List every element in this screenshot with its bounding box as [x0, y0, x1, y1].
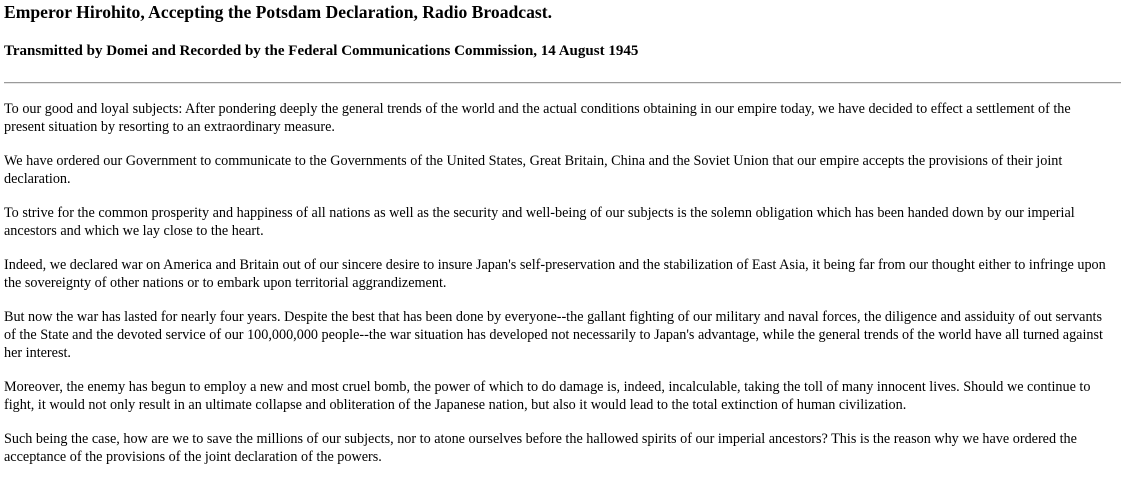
paragraph: Such being the case, how are we to save the millions of our subjects, nor to atone ourselves before the hallowed spirits of our imperial ancestors? This is the reason why we have ordered the acceptance of the provisions of the joint declaration of the powers. — [4, 431, 1077, 465]
paragraph: But now the war has lasted for nearly four years. Despite the best that has been done by everyone--the gallant fighting of our military and naval forces, the diligence and assiduity of out servants of the State and the devoted service of our 100,000,000 people--the war situation has developed not necessarily to Japan's advantage, while the general trends of the world have all turned against her interest. — [4, 309, 1103, 361]
document-body — [4, 100, 1121, 466]
page-subtitle: Transmitted by Domei and Recorded by the Federal Communications Commission, 14 August 1945 — [4, 43, 639, 59]
page-title: Emperor Hirohito, Accepting the Potsdam Declaration, Radio Broadcast. — [4, 2, 552, 22]
paragraph: We have ordered our Government to communicate to the Governments of the United States, Great Britain, China and the Soviet Union that our empire accepts the provisions of their joint declaration. — [4, 153, 1063, 187]
paragraph: Moreover, the enemy has begun to employ a new and most cruel bomb, the power of which to do damage is, indeed, incalculable, taking the toll of many innocent lives. Should we continue to fight, it would not only result in an ultimate collapse and obliteration of the Japanese nation, but also it would lead to the total extinction of human civilization. — [4, 379, 1091, 413]
paragraph: To our good and loyal subjects: After pondering deeply the general trends of the world and the actual conditions obtaining in our empire today, we have decided to effect a settlement of the present situation by resorting to an extraordinary measure. — [4, 101, 1071, 135]
paragraph: To strive for the common prosperity and happiness of all nations as well as the security and well-being of our subjects is the solemn obligation which has been handed down by our imperial ancestors and which we lay close to the heart. — [4, 205, 1075, 239]
paragraph: Indeed, we declared war on America and Britain out of our sincere desire to insure Japan's self-preservation and the stabilization of East Asia, it being far from our thought either to infringe upon the sovereignty of other nations or to embark upon territorial aggrandizement. — [4, 257, 1106, 291]
horizontal-divider — [4, 82, 1121, 84]
